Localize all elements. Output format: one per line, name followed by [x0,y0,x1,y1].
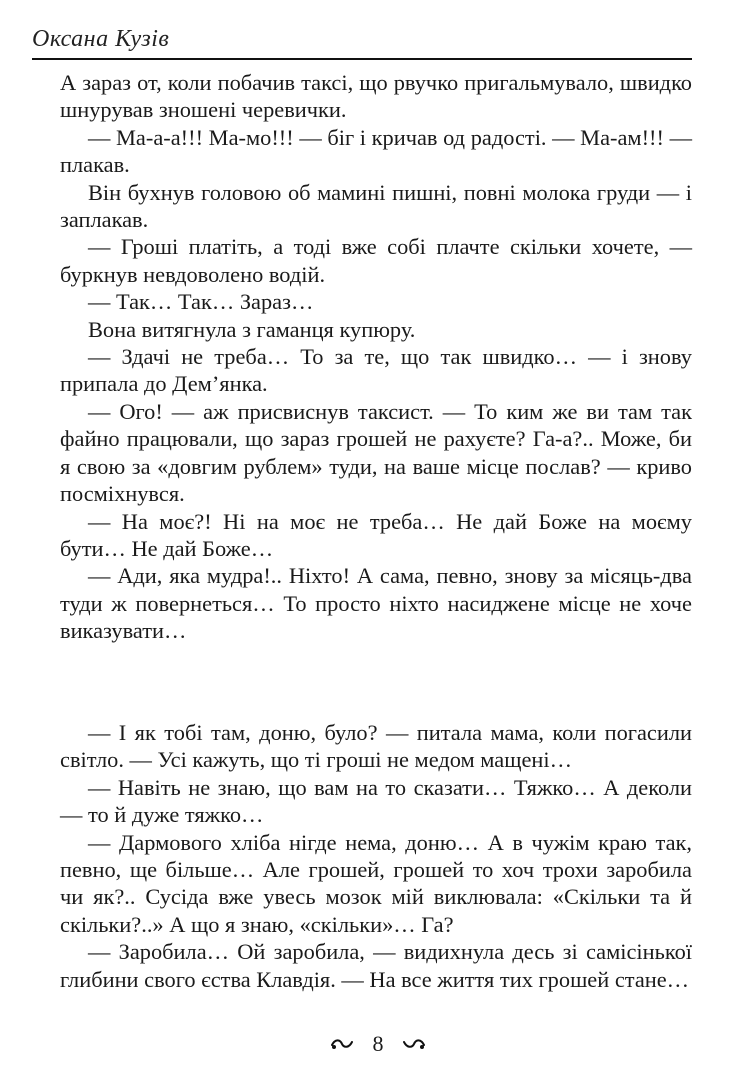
paragraph: — Ади, яка мудра!.. Ніхто! А сама, певно, знову за місяць-два туди ж повернеться… То просто ніхто насиджене місце не хоче виказувати… [60,563,692,644]
text-block-bottom [60,719,692,993]
paragraph: — Гроші платіть, а тоді вже собі плачте скільки хочете, — буркнув невдоволено водій. [60,234,692,287]
header-rule [32,58,692,60]
paragraph: Він бухнув головою об мамині пишні, повні молока груди — і заплакав. [60,179,692,233]
paragraph: — Ого! — аж присвиснув таксист. — То ким же ви там так файно працювали, що зараз грошей не рахуєте? Га-а?.. Може, би я свою за «довгим рублем» туди, на ваше місце послав? — криво посміхнувся. [60,398,692,507]
paragraph: — І як тобі там, доню, було? — питала мама, коли погасили світло. — Усі кажуть, що ті гроші не медом мащені… [60,720,692,773]
author-name: Оксана Кузів [32,26,170,52]
paragraph: — Навіть не знаю, що вам на то сказати… Тяжко… А деколи — то й дуже тяжко… [60,774,692,828]
left-flourish-icon [331,1037,353,1051]
paragraph: А зараз от, коли побачив таксі, що рвучко пригальмувало, швидко шнурував зношені черевички. [60,70,692,123]
running-header [32,24,692,58]
paragraph: — Здачі не треба… То за те, що так швидко… — і знову припала до Дем’янка. [60,344,692,397]
paragraph: — Дармового хліба нігде нема, доню… А в чужім краю так, певно, ще більше… Але грошей, грошей то хоч трохи заробила чи як?.. Сусіда вже увесь мозок мій виклювала: «Скільки та й скільки?..» А що я знаю, «скільки»… Га? [60,829,692,937]
paragraph: Вона витягнула з гаманця купюру. [88,316,416,342]
page-number: 8 [372,1030,384,1056]
text-block-top [60,69,692,645]
page-footer [0,1026,756,1058]
paragraph: — Заробила… Ой заробила, — видихнула десь зі самісінької глибини свого єства Клавдія. — На все життя тих грошей стане… [60,939,692,992]
right-flourish-icon [403,1037,425,1051]
paragraph: — Так… Так… Зараз… [88,289,314,315]
paragraph: — Ма-а-а!!! Ма-мо!!! — біг і кричав од радості. — Ма-ам!!! — плакав. [60,124,692,178]
paragraph: — На моє?! Ні на моє не треба… Не дай Боже на моєму бути… Не дай Боже… [60,508,692,561]
